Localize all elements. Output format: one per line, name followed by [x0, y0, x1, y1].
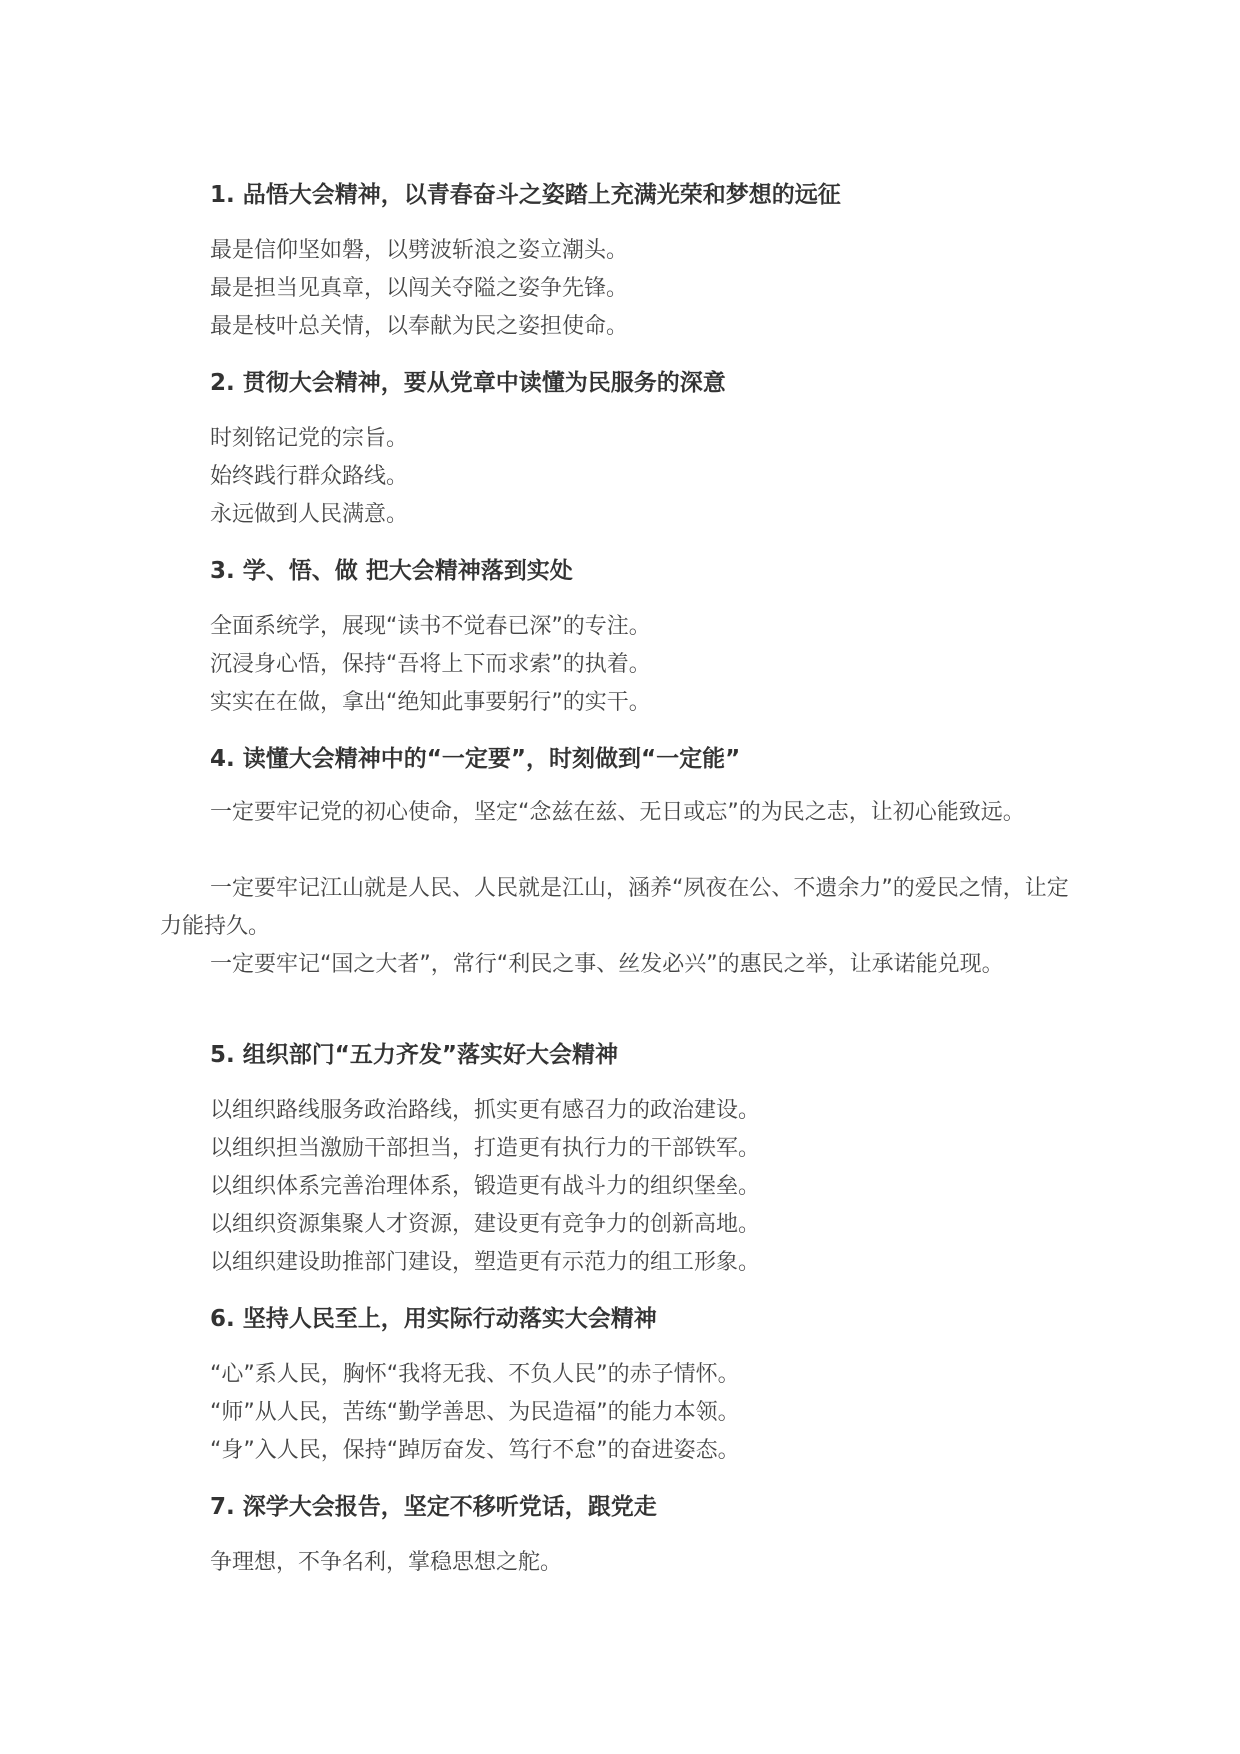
section-3-line-3: 实实在在做，拿出“绝知此事要躬行”的实干。 — [210, 690, 651, 715]
section-4-paragraph-1: 一定要牢记党的初心使命，坚定“念兹在兹、无日或忘”的为民之志，让初心能致远。 — [210, 800, 1025, 825]
section-1-line-1: 最是信仰坚如磐，以劈波斩浪之姿立潮头。 — [210, 238, 629, 263]
section-7-line-1: 争理想，不争名利，掌稳思想之舵。 — [210, 1550, 563, 1575]
section-3-line-1: 全面系统学，展现“读书不觉春已深”的专注。 — [210, 614, 651, 639]
section-5-line-4: 以组织资源集聚人才资源，建设更有竞争力的创新高地。 — [210, 1212, 761, 1237]
section-4-heading: 4. 读懂大会精神中的“一定要”，时刻做到“一定能” — [210, 746, 741, 772]
section-4-paragraph-2: 一定要牢记江山就是人民、人民就是江山，涵养“夙夜在公、不遗余力”的爱民之情，让定力能持久。 — [160, 876, 1069, 939]
section-4-paragraph-3: 一定要牢记“国之大者”，常行“利民之事、丝发必兴”的惠民之举，让承诺能兑现。 — [210, 952, 1004, 977]
section-2-line-2: 始终践行群众路线。 — [210, 464, 409, 489]
section-2-heading: 2. 贯彻大会精神，要从党章中读懂为民服务的深意 — [210, 370, 726, 396]
section-5-line-2: 以组织担当激励干部担当，打造更有执行力的干部铁军。 — [210, 1136, 761, 1161]
section-6-heading: 6. 坚持人民至上，用实际行动落实大会精神 — [210, 1306, 657, 1332]
section-3-line-2: 沉浸身心悟，保持“吾将上下而求索”的执着。 — [210, 652, 651, 677]
section-2-line-1: 时刻铭记党的宗旨。 — [210, 426, 409, 451]
section-6-line-3: “身”入人民，保持“踔厉奋发、笃行不怠”的奋进姿态。 — [210, 1438, 740, 1463]
section-6-line-2: “师”从人民，苦练“勤学善思、为民造福”的能力本领。 — [210, 1400, 740, 1425]
section-1-heading: 1. 品悟大会精神，以青春奋斗之姿踏上充满光荣和梦想的远征 — [210, 182, 841, 208]
section-5-line-3: 以组织体系完善治理体系，锻造更有战斗力的组织堡垒。 — [210, 1174, 761, 1199]
section-3-heading: 3. 学、悟、做 把大会精神落到实处 — [210, 558, 573, 584]
section-5-heading: 5. 组织部门“五力齐发”落实好大会精神 — [210, 1042, 618, 1068]
section-5-line-5: 以组织建设助推部门建设，塑造更有示范力的组工形象。 — [210, 1250, 761, 1275]
section-1-line-2: 最是担当见真章，以闯关夺隘之姿争先锋。 — [210, 276, 629, 301]
section-1-line-3: 最是枝叶总关情，以奉献为民之姿担使命。 — [210, 314, 629, 339]
section-5-line-1: 以组织路线服务政治路线，抓实更有感召力的政治建设。 — [210, 1098, 761, 1123]
section-7-heading: 7. 深学大会报告，坚定不移听党话，跟党走 — [210, 1494, 657, 1520]
section-2-line-3: 永远做到人民满意。 — [210, 502, 409, 527]
section-6-line-1: “心”系人民，胸怀“我将无我、不负人民”的赤子情怀。 — [210, 1362, 740, 1387]
